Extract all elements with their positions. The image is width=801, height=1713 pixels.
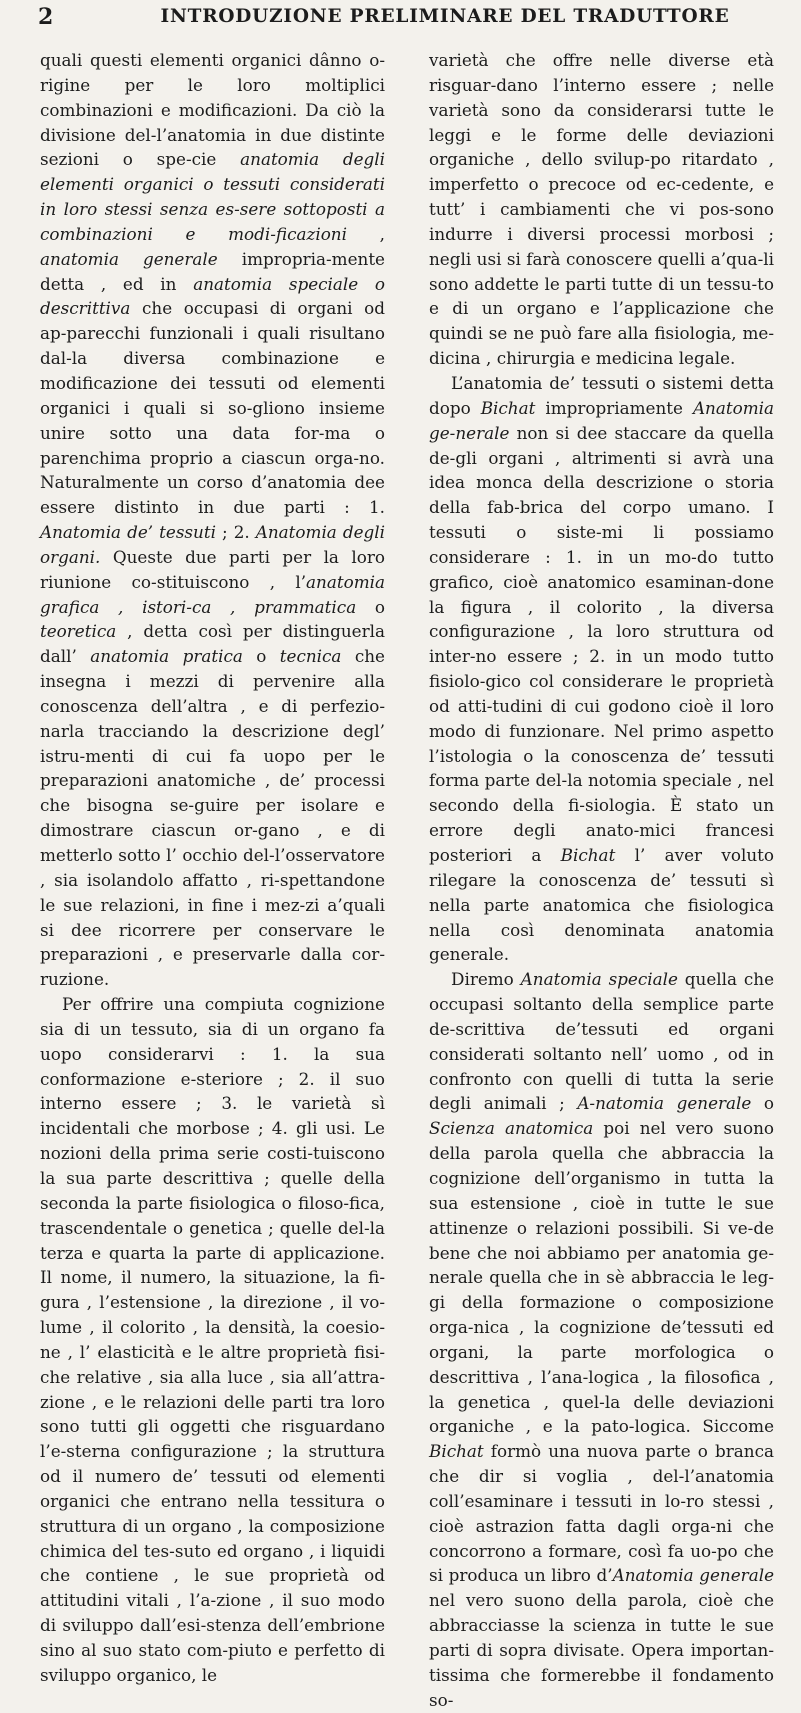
italic-run: Bichat — [480, 397, 536, 418]
paragraph — [429, 371, 774, 967]
text-run: o — [242, 646, 280, 667]
text-run: , detta così per distinguerla dall’ — [40, 621, 385, 667]
text-run: , — [346, 223, 385, 244]
right-column — [429, 48, 774, 1713]
text-run: quali questi elementi organici dânno o-rigine per le loro moltiplici combinazioni e modificazioni. Da ciò la divisione del-l’anatomia in due distinte sezioni o spe-cie — [40, 50, 385, 170]
italic-run: Anatomia speciale — [520, 969, 678, 990]
text-run: poi nel vero suono della parola quella che abbraccia la cognizione dell’organismo in tutta la sua estensione , cioè in tutte le sue attinenze o relazioni possibili. Si ve-de bene che noi abbiamo per anatomia ge-nerale quella che in sè abbraccia le leg-gi della formazione o composizione orga-nica , la cognizione de’tessuti ed organi, la parte morfologica o descrittiva , l’ana-logica , la filosofica , la genetica , quel-la delle deviazioni organiche , e la pato-logica. Siccome — [429, 1118, 774, 1437]
italic-run: Bichat — [560, 845, 616, 865]
text-run: Diremo — [451, 969, 521, 990]
left-column — [40, 48, 385, 1688]
italic-run: Anatomia generale — [612, 1565, 774, 1586]
text-run: non si dee staccare da quella de-gli organi , altrimenti si avrà una idea monca della descrizione o storia della fab-brica del corpo umano. I tessuti o siste-mi li possiamo considerare : 1. in un mo-do tutto grafico, cioè anatomico esaminan-done la figura , il colorito , la diversa configurazione , la loro struttura od inter-no essere ; 2. in un modo tutto fisiolo-gico col considerare le proprietà od atti-tudini di cui godono cioè il loro modo di funzionare. Nel primo aspetto l’istologia o la conoscenza de’ tessuti forma parte del-la notomia speciale , nel secondo della fi-siologia. È stato un errore degli anato-mici francesi posteriori a — [429, 422, 774, 865]
paragraph — [40, 48, 385, 992]
text-run: Per offrire una compiuta cognizione sia di un tessuto, sia di un organo fa uopo considerarvi : 1. la sua conformazione e-steriore ; 2. il suo interno essere ; 3. le varietà sì incidentali che morbose ; 4. gli usi. Le nozioni della prima serie costi-tuiscono la sua parte descrittiva ; quelle della seconda la parte fisiologica o filoso-fica, trascendentale o genetica ; quelle del-la terza e quarta la parte di applicazione. Il nome, il numero, la situazione, la fi-gura , l’estensione , la direzione , il vo-lume , il colorito , la densità, la coesio-ne , l’ elasticità e le altre proprietà fisi-che relative , sia alla luce , sia all’attra-zione , e le relazioni delle parti tra loro sono tutti gli oggetti che risguardano l’e-sterna configurazione ; la struttura od il numero de’ tessuti od elementi organici che entrano nella tessitura o struttura di un organo , la composizione chimica del tes-suto ed organo , i liquidi che contiene , le sue proprietà od attitudini vitali , l’a-zione , il suo modo di sviluppo dall’esi-stenza dell’embrione sino al suo stato com-piuto e perfetto di sviluppo organico, le — [40, 994, 385, 1685]
text-run: impropriamente — [535, 397, 693, 418]
italic-run: anatomia pratica — [90, 646, 243, 667]
italic-run: Scienza anatomica — [429, 1118, 594, 1139]
italic-run: Anatomia degli organi. — [40, 522, 385, 567]
italic-run: anatomia degli elementi organici o tessuti considerati in loro stessi senza es-sere sottoposti a combinazioni e modi-ficazioni — [40, 149, 385, 244]
italic-run: anatomia speciale o descrittiva — [40, 273, 386, 319]
italic-run: tecnica — [279, 646, 342, 667]
text-run: che occupasi di organi od ap-parecchi funzionali i quali risultano dal-la diversa combinazione e modificazione dei tessuti od elementi organici i quali si so-gliono insieme unire sotto una data for-ma o parenchima proprio a ciascun orga-no. Naturalmente un corso d’anatomia dee essere distinto in due parti : 1. — [40, 298, 385, 518]
italic-run: anatomia generale — [40, 248, 218, 269]
text-run: Queste due parti per la loro riunione co-stituiscono , l’ — [40, 546, 385, 592]
page-header — [38, 4, 771, 36]
italic-run: teoretica — [40, 621, 117, 642]
italic-run: anatomia grafica , istori-ca , prammatica — [40, 571, 385, 617]
italic-run: Bichat — [429, 1441, 484, 1462]
paragraph — [429, 48, 774, 371]
text-run: L’anatomia de’ tessuti o sistemi detta dopo — [429, 372, 774, 418]
text-run: impropria-mente detta , ed in — [40, 248, 385, 294]
italic-run: A-natomia generale — [577, 1093, 752, 1114]
text-run: o — [751, 1093, 775, 1114]
text-run: formò una nuova parte o branca che dir si voglia , del-l’anatomia coll’esaminare i tessuti in lo-ro stessi , cioè astrazion fatta dagli orga-ni che concorrono a formare, così fa uo-po che si produca un libro d’ — [429, 1441, 774, 1586]
paragraph — [429, 967, 774, 1712]
text-run: quella che occupasi soltanto della semplice parte de-scrittiva de’tessuti ed organi considerati soltanto nell’ uomo , od in confronto con quelli di tutta la serie degli animali ; — [429, 969, 775, 1114]
body-text — [40, 48, 775, 1710]
running-title: INTRODUZIONE PRELIMINARE DEL TRADUTTORE — [160, 6, 730, 27]
italic-run: Anatomia de’ tessuti — [40, 522, 216, 543]
paragraph — [40, 992, 385, 1688]
text-run: varietà che offre nelle diverse età risguar-dano l’interno essere ; nelle varietà sono da considerarsi tutte le leggi e le forme delle deviazioni organiche , dello svilup-po ritardato , imperfetto o precoce od ec-cedente, e tutt’ i cambiamenti che vi pos-sono indurre i diversi processi morbosi ; negli usi si farà conoscere quelli a’qua-li sono addette le parti tutte di un tessu-to e di un organo e l’applicazione che quindi se ne può fare alla fisiologia, me-dicina , chirurgia e medicina legale. — [429, 50, 774, 369]
text-run: o — [356, 596, 385, 617]
text-run: ; 2. — [215, 522, 256, 543]
page-number: 2 — [38, 4, 54, 30]
italic-run: Anatomia ge-nerale — [429, 397, 775, 443]
text-run: l’ aver voluto rilegare la conoscenza de’ tessuti sì nella parte anatomica che fisiologica nella così denominata anatomia generale. — [429, 845, 775, 965]
text-run: che insegna i mezzi di pervenire alla conoscenza dell’altra , e di perfezio-narla tracciando la descrizione degl’ istru-menti di cui fa uopo per le preparazioni anatomiche , de’ processi che bisogna se-guire per isolare e dimostrare ciascun or-gano , e di metterlo sotto l’ occhio del-l’osservatore , sia isolandolo affatto , ri-spettandone le sue relazioni, in fine i mez-zi a’quali si dee ricorrere per conservare le preparazioni , e preservarle dalla cor-ruzione. — [40, 646, 385, 990]
text-run: nel vero suono della parola, cioè che abbracciasse la scienza in tutte le sue parti di sopra divisate. Opera importan-tissima che formerebbe il fondamento so- — [429, 1590, 774, 1710]
